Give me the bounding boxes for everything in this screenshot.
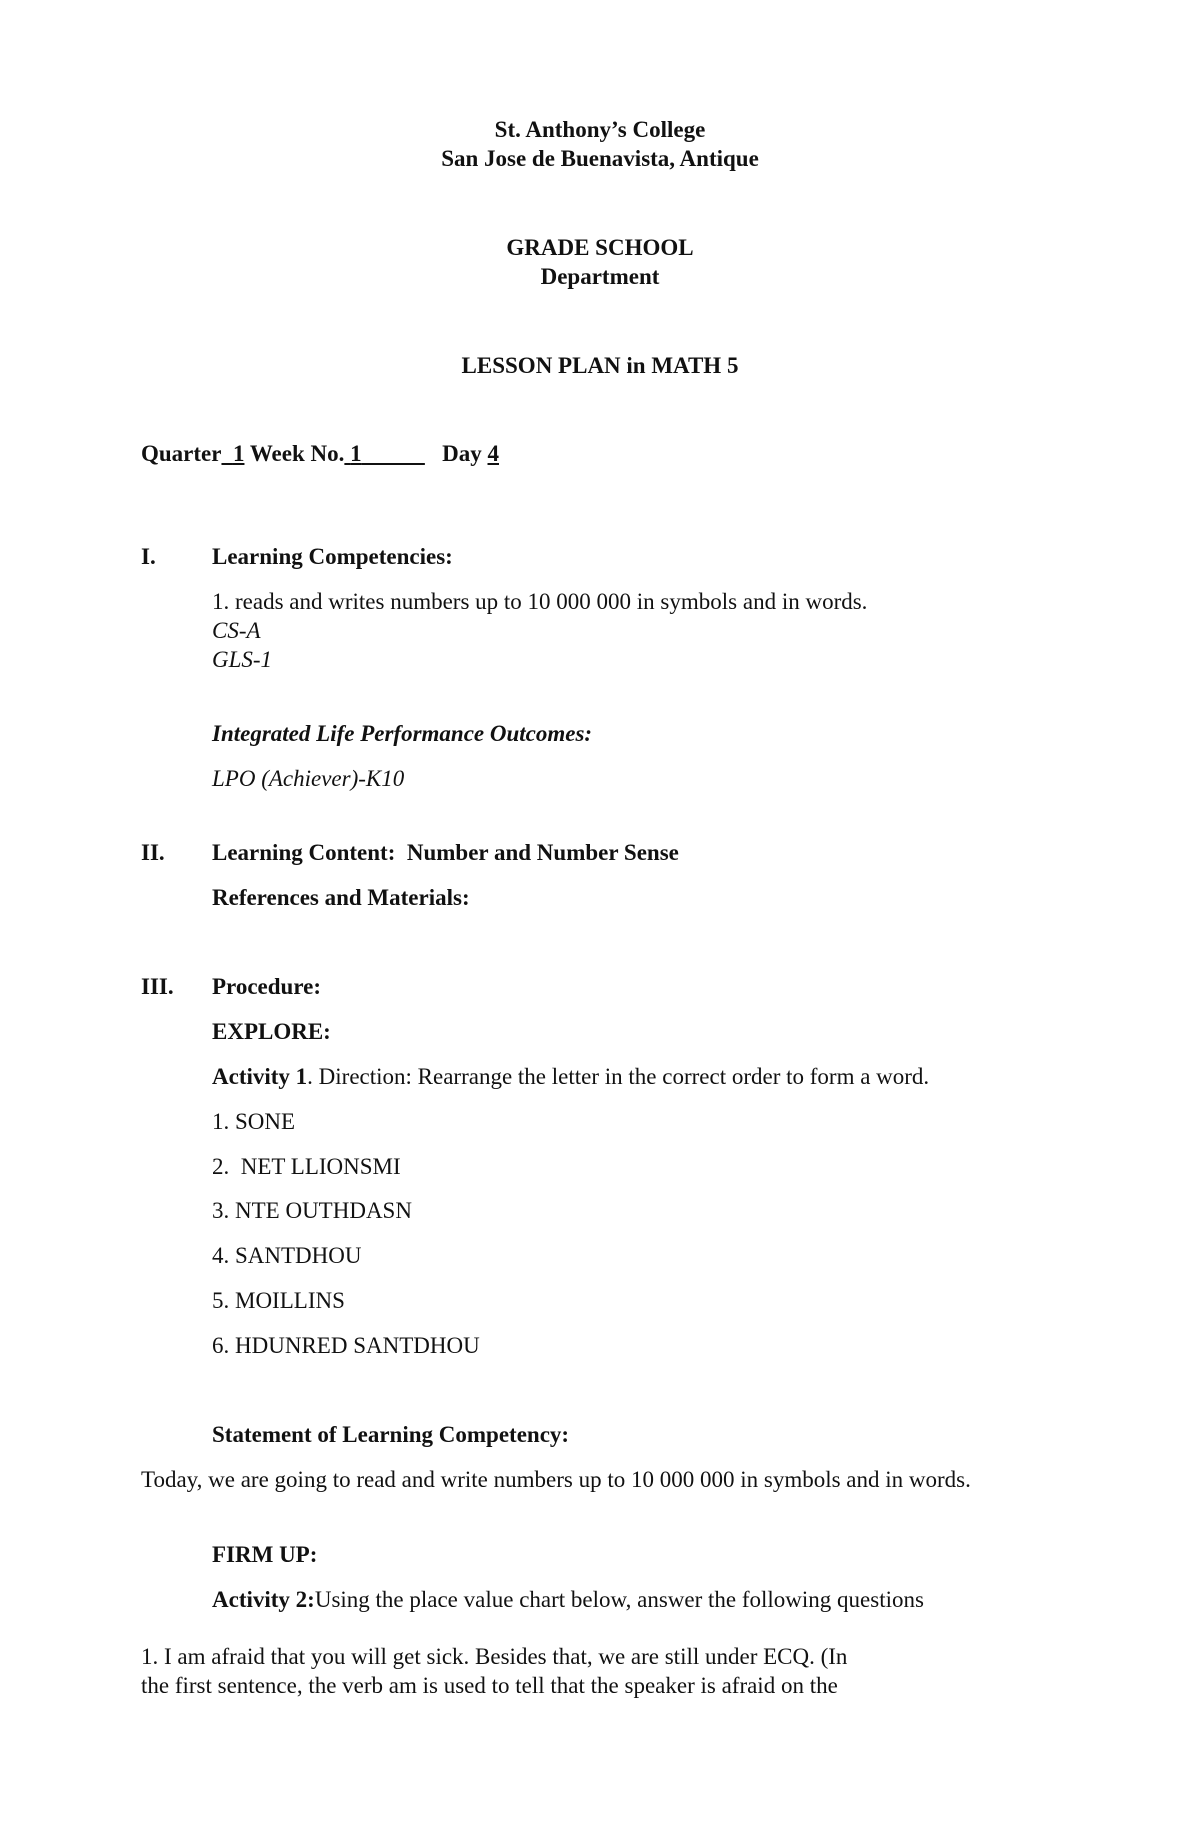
- question-1-line-1: 1. I am afraid that you will get sick. Besides that, we are still under ECQ. (In: [141, 1644, 848, 1669]
- school-name: St. Anthony’s College: [494, 117, 706, 142]
- day-label: Day: [442, 441, 482, 466]
- activity-1-direction: . Direction: Rearrange the letter in the correct order to form a word.: [307, 1064, 930, 1089]
- school-address: San Jose de Buenavista, Antique: [441, 146, 759, 171]
- section-1-numeral: I.: [141, 544, 156, 569]
- day-value: 4: [487, 441, 499, 466]
- scrambled-word-item: 5. MOILLINS: [212, 1288, 345, 1313]
- section-3-heading: Procedure:: [212, 974, 322, 999]
- activity-2-label: Activity 2:: [212, 1587, 315, 1612]
- division-name: GRADE SCHOOL: [506, 235, 694, 260]
- section-1-heading: Learning Competencies:: [212, 544, 453, 569]
- quarter-label: Quarter: [141, 441, 222, 466]
- references-heading: References and Materials:: [212, 885, 470, 910]
- quarter-value: 1: [232, 441, 245, 466]
- document-title: LESSON PLAN in MATH 5: [461, 353, 739, 378]
- scrambled-word-item: 6. HDUNRED SANTDHOU: [212, 1333, 480, 1358]
- ilpo-heading: Integrated Life Performance Outcomes:: [212, 721, 593, 746]
- explore-heading: EXPLORE:: [212, 1019, 331, 1044]
- competency-code-1: CS-A: [212, 618, 261, 643]
- section-2-heading-line: [212, 841, 679, 864]
- section-3-numeral: III.: [141, 974, 174, 999]
- scrambled-word-item: 1. SONE: [212, 1109, 296, 1134]
- competency-text: 1. reads and writes numbers up to 10 000 000 in symbols and in words.: [212, 589, 868, 614]
- schedule-line: [141, 442, 499, 465]
- activity-1-line: [212, 1065, 929, 1088]
- activity-2-line: [212, 1588, 924, 1611]
- section-2-numeral: II.: [141, 840, 165, 865]
- week-label: Week No.: [249, 441, 345, 466]
- statement-text: Today, we are going to read and write numbers up to 10 000 000 in symbols and in words.: [141, 1467, 971, 1492]
- scrambled-word-item: 3. NTE OUTHDASN: [212, 1198, 412, 1223]
- activity-1-label: Activity 1: [212, 1064, 308, 1089]
- section-2-heading: Learning Content:: [212, 840, 396, 865]
- activity-2-text: Using the place value chart below, answer the following questions: [314, 1587, 924, 1612]
- statement-heading: Statement of Learning Competency:: [212, 1422, 570, 1447]
- week-value: 1: [350, 441, 362, 466]
- department-label: Department: [540, 264, 660, 289]
- scrambled-word-item: 2. NET LLIONSMI: [212, 1154, 401, 1179]
- learning-content-value: Number and Number Sense: [406, 840, 679, 865]
- firm-up-heading: FIRM UP:: [212, 1542, 318, 1567]
- scrambled-word-item: 4. SANTDHOU: [212, 1243, 362, 1268]
- ilpo-value: LPO (Achiever)-K10: [212, 766, 405, 791]
- competency-code-2: GLS-1: [212, 647, 273, 672]
- question-1-line-2: the first sentence, the verb am is used to tell that the speaker is afraid on the: [141, 1673, 838, 1698]
